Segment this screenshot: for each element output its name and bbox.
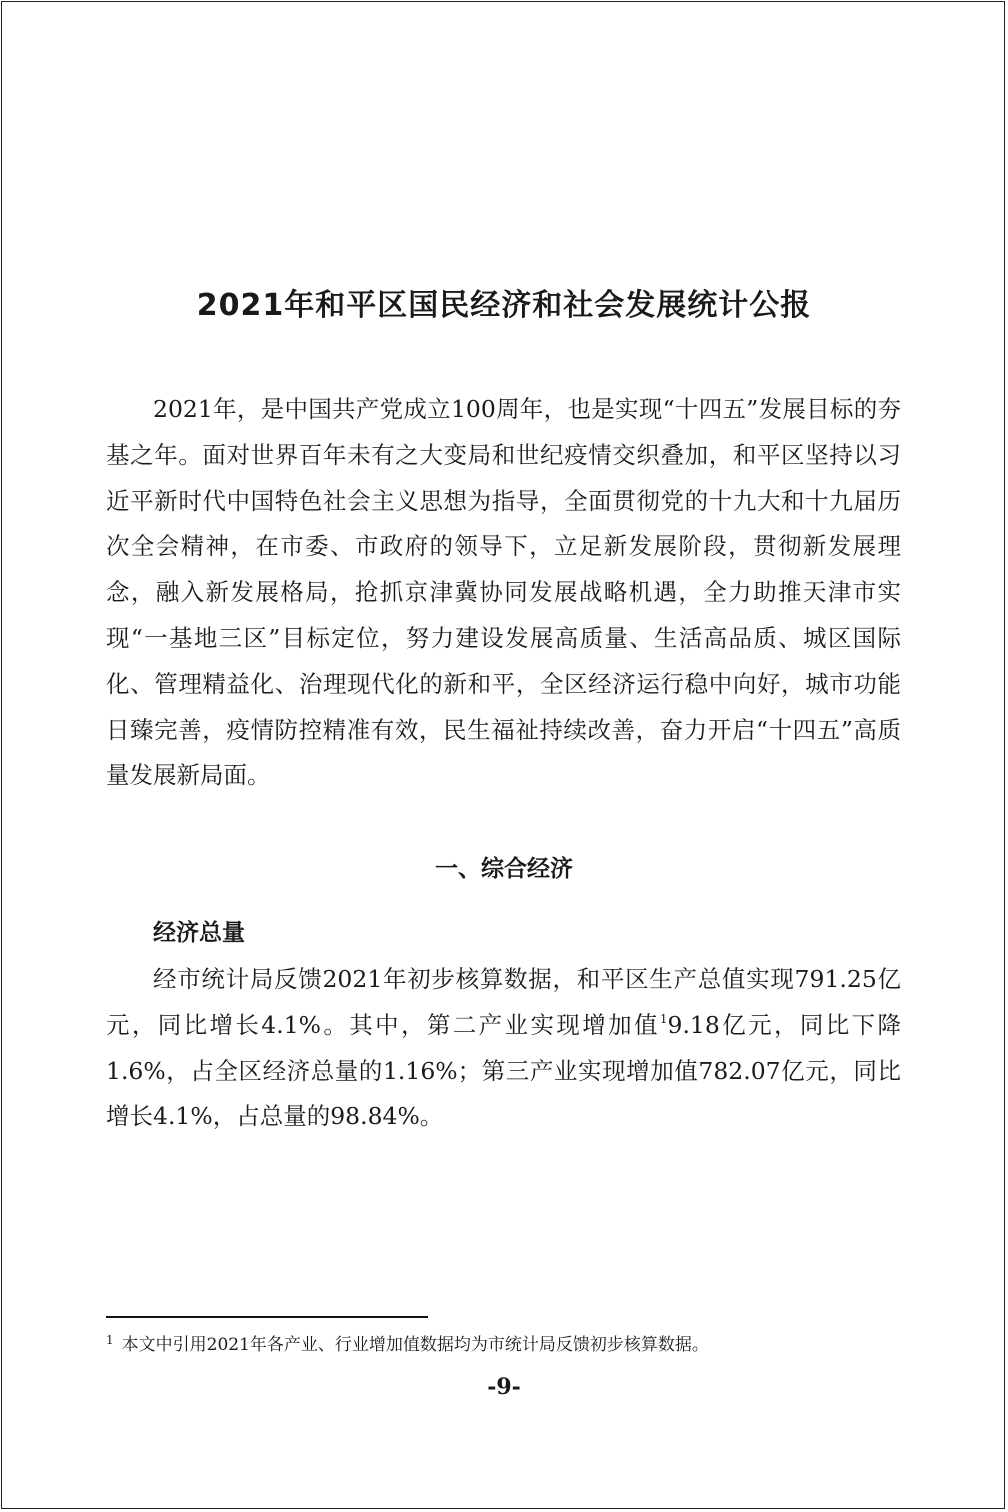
page-number: -9- [487,1374,521,1400]
intro-paragraph: 2021年，是中国共产党成立100周年，也是实现“十四五”发展目标的夯基之年。面对世界百年未有之大变局和世纪疫情交织叠加，和平区坚持以习近平新时代中国特色社会主义思想为指导，全面贯彻党的十九大和十九届历次全会精神，在市委、市政府的领导下，立足新发展阶段，贯彻新发展理念，融入新发展格局，抢抓京津冀协同发展战略机遇，全力助推天津市实现“一基地三区”目标定位，努力建设发展高质量、生活高品质、城区国际化、管理精益化、治理现代化的新和平，全区经济运行稳中向好，城市功能日臻完善，疫情防控精准有效，民生福祉持续改善，奋力开启“十四五”高质量发展新局面。 [106,395,901,790]
economy-paragraph [106,957,901,1140]
economy-text-part2: 9.18亿元，同比下降1.6%，占全区经济总量的1.16%；第三产业实现增加值782.07亿元，同比增长4.1%，占总量的98.84%。 [106,1010,902,1131]
economy-text-part1: 经市统计局反馈2021年初步核算数据，和平区生产总值实现791.25亿元，同比增长4.1%。其中，第二产业实现增加值 [106,965,901,1039]
footnote-divider [106,1316,428,1318]
footnote-text: 本文中引用2021年各产业、行业增加值数据均为市统计局反馈初步核算数据。 [121,1335,709,1355]
sub-heading: 经济总量 [153,920,245,946]
footnote-mark: 1 [106,1333,114,1347]
footnote-reference[interactable]: 1 [659,1011,668,1026]
document-title: 2021年和平区国民经济和社会发展统计公报 [196,288,812,323]
section-heading: 一、综合经济 [435,856,573,882]
footnote [106,1326,906,1359]
